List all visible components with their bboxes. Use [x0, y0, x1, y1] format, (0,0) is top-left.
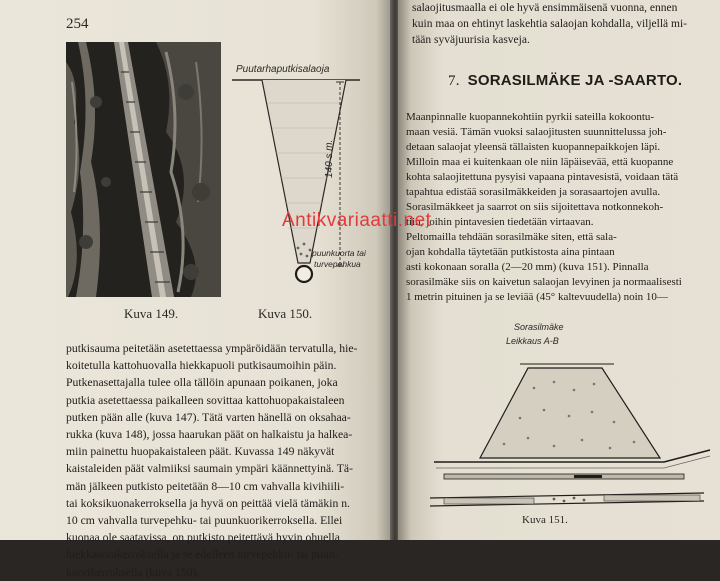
left-body-line: rukka (kuva 148), jossa haarukan päät on halkaistu ja halkea- [66, 428, 353, 442]
figure-150-caption: Kuva 150. [258, 306, 313, 321]
section-title: SORASILMÄKE JA -SAARTO. [467, 72, 683, 89]
right-body-line: tapahtua edistää sorasilmäkkeiden ja sorasaartojen avulla. [406, 186, 661, 198]
figure-150-diagram [228, 58, 368, 304]
figure-150-label-bottom-2: turvepehkua [314, 259, 361, 269]
section-number: 7. [448, 73, 460, 89]
right-body-line: tiin, joihin pintavesien tiedetään virtaavan. [406, 216, 594, 228]
right-body-line: Sorasilmäkkeet ja saarrot on siis sijoitettava notkonnekoh- [406, 201, 664, 213]
figure-150-label-bottom-1: puunkuorta tai [312, 248, 366, 258]
right-top-line: tään syväjuurisia kasveja. [412, 34, 530, 46]
left-body-line: putkisauma peitetään asetettaessa ympäröidään tervatulla, hie- [66, 342, 358, 355]
left-body-line: män jälkeen putkisto peitetään 8—10 cm vahvalla kivihiili- [66, 479, 345, 493]
page-number: 254 [66, 16, 89, 32]
figure-149-photo [66, 42, 221, 297]
left-body-line: koitetulla kattohuovalla hiekkapuoli putkisaumoihin päin. [66, 359, 337, 373]
right-body-line: sorasilmäke siis on kaivetun salaojan levyinen ja normaalisesti [406, 276, 682, 288]
right-body-line: detaan salaojat yleensä tällaisten kuopannepaikkojen läpi. [406, 141, 661, 153]
right-body-line: Peltomailla tehdään sorasilmäke siten, että sala- [406, 231, 617, 243]
watermark-text: Antikvariaatti.net [282, 210, 432, 231]
figure-151-diagram [424, 318, 714, 540]
right-body-line: ojan kohdalla täytetään putkistosta aina pintaan [406, 246, 615, 258]
left-body-line: kuorikerroksella (kuva 150). [66, 565, 200, 579]
figure-151-label-section: Leikkaus A-B [506, 336, 559, 346]
right-body-line: Maanpinnalle kuopannekohtiin pyrkii sateilla kokoontu- [406, 111, 655, 123]
left-body-line: putkia asetettaessa paikalleen sovittaa kattohuopakaistaleen [66, 393, 345, 407]
left-body-line: Putkenasettajalla tulee olla tällöin apunaan poikanen, joka [66, 376, 338, 390]
figure-150-label-depth: 140 s m. [324, 139, 335, 178]
right-body-line: 1 metrin pituinen ja se leviää (45° kaltevuudella) noin 10— [406, 291, 668, 303]
right-top-text [412, 0, 712, 48]
right-body-line: kohta salaojitettuna pysyisi vapaana pintavesistä, voidaan tätä [406, 171, 679, 183]
left-body-line: tai koksikuonakerroksella ja hyvä on peittää vielä tämäkin n. [66, 496, 350, 510]
right-top-line: salaojitusmaalla ei ole hyvä ensimmäisenä vuonna, ennen [412, 2, 678, 14]
left-body-line: kuonaa ole saatavissa, on putkisto peitettävä hyvin ohuella [66, 531, 340, 545]
right-body-line: Milloin maa ei kuitenkaan ole niin läpäisevää, että kuopanne [406, 156, 674, 168]
right-body-text [406, 110, 718, 305]
figure-149-caption: Kuva 149. [124, 306, 179, 321]
left-body-line: 10 cm vahvalla turvepehku- tai puunkuorikerroksella. Ellei [66, 514, 343, 528]
right-body-line: asti kokonaan soralla (2—20 mm) (kuva 151). Pinnalla [406, 261, 649, 273]
left-body-line: miin painettu huopakaistaleen päät. Kuvassa 149 näkyvät [66, 445, 335, 459]
left-body-line: kaistaleiden päät valmiiksi saumain ympäri käännettyinä. Tä- [66, 462, 354, 476]
figure-151-label-title: Sorasilmäke [514, 322, 564, 332]
section-heading [448, 72, 682, 90]
left-body-line: hiekkasorakerroksella ja se edelleen turvepehku- tai puun- [66, 548, 339, 562]
left-body-text [66, 340, 384, 581]
figure-151-caption: Kuva 151. [522, 514, 568, 526]
left-body-line: putken pään alle (kuva 147). Tätä varten hänellä on oksahaa- [66, 410, 351, 424]
right-top-line: kuin maa on ehtinyt laskehtia salaojan kohdalla, viljellä mi- [412, 18, 687, 30]
right-body-line: maan vesiä. Tämän vuoksi salaojitusten suunnittelussa joh- [406, 126, 667, 138]
figure-150-label-top: Puutarhaputkisalaoja [236, 64, 330, 75]
